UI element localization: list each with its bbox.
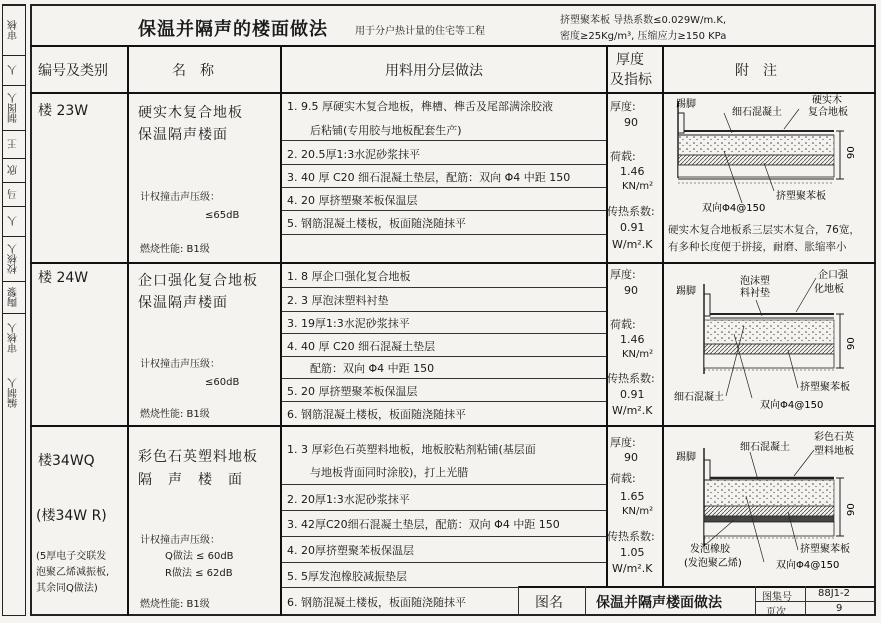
diagram-label: 企口强 <box>818 270 848 281</box>
diagram-dimension: 90 <box>846 337 857 350</box>
layer-item: 1. 9.5 厚硬实木复合地板，榫槽、榫舌及尾部满涂胶液 <box>287 100 553 113</box>
fire-rating: 燃烧性能: B1级 <box>140 599 210 610</box>
set-label: 图集号 <box>762 592 792 603</box>
diagram-label: 硬实木 <box>812 95 842 106</box>
spec-label: 厚度: <box>610 436 636 449</box>
layer-item: 5. 钢筋混凝土楼板，板面随浇随抹平 <box>287 217 466 230</box>
layer-item: 3. 42厚C20细石混凝土垫层，配筋：双向 Φ4 中距 150 <box>287 518 560 531</box>
page-label: 页次 <box>766 607 786 618</box>
row-code: 楼 24W <box>38 270 89 286</box>
approval-strip <box>2 4 26 616</box>
noise-value: ≤60dB <box>205 377 240 388</box>
layer-item: 4. 40 厚 C20 细石混凝土垫层 <box>287 340 436 353</box>
spec-value: 1.65 <box>620 490 645 503</box>
fire-rating: 燃烧性能: B1级 <box>140 244 210 255</box>
spec-value: 90 <box>624 451 638 464</box>
diagram-label: 双向Φ4@150 <box>776 560 840 571</box>
diagram-label: 细石混凝土 <box>674 392 724 403</box>
layer-item: 2. 20.5厚1:3水泥砂浆抹平 <box>287 148 421 161</box>
diagram-label: 细石混凝土 <box>740 442 790 453</box>
diagram-dimension: 90 <box>846 503 857 516</box>
row-note: 硬实木复合地板系三层实木复合，76宽， <box>668 224 860 236</box>
layer-item: 5. 5厚发泡橡胶减振垫层 <box>287 570 407 583</box>
layer-item: 1. 3 厚彩色石英塑料地板，地板胶粘剂粘铺(基层面 <box>287 443 536 456</box>
diagram-label: 料衬垫 <box>740 288 770 299</box>
approval-cell: 校核人 <box>3 236 25 281</box>
diagram-label: 化地板 <box>814 284 844 295</box>
spec-unit: W/m².K <box>612 404 653 417</box>
diagram-label: 复合地板 <box>808 107 848 118</box>
noise-value: R做法 ≤ 62dB <box>165 568 233 579</box>
approval-cell: 人 <box>3 206 25 236</box>
spec-label: 荷载: <box>610 318 636 331</box>
spec-value: 1.05 <box>620 546 645 559</box>
section-diagram <box>664 264 874 422</box>
spec-label: 传热系数: <box>607 205 655 218</box>
spec-value: 90 <box>624 284 638 297</box>
noise-label: 计权撞击声压级： <box>140 359 220 370</box>
row-code-note: 其余同Q做法) <box>36 583 98 594</box>
diagram-label: 双向Φ4@150 <box>760 400 824 411</box>
figure-label: 图名 <box>535 595 563 611</box>
section-diagram <box>664 428 874 584</box>
row-name: 企口强化复合地板 <box>138 273 258 289</box>
diagram-label: 发泡橡胶 <box>690 544 730 555</box>
spec-value: 1.46 <box>620 165 645 178</box>
row-name: 硬实木复合地板 <box>138 105 243 121</box>
layer-item: 2. 20厚1:3水泥砂浆抹平 <box>287 493 410 506</box>
spec-unit: KN/m² <box>622 349 654 360</box>
noise-label: 计权撞击声压级： <box>140 192 220 203</box>
noise-label: 计权撞击声压级： <box>140 535 220 546</box>
row-name: 保温隔声楼面 <box>138 127 228 143</box>
layer-item: 4. 20 厚挤塑聚苯板保温层 <box>287 194 418 207</box>
spec-label: 传热系数: <box>607 372 655 385</box>
row-code: 楼 23W <box>38 103 89 119</box>
spec-label: 荷载: <box>610 150 636 163</box>
diagram-label: 泡沫塑 <box>740 276 770 287</box>
approval-cell: 制图人 <box>3 85 25 130</box>
diagram-label: 踢脚 <box>676 286 696 297</box>
set-value: 88J1-2 <box>818 588 851 599</box>
section-diagram <box>664 93 874 223</box>
diagram-dimension: 90 <box>846 146 857 159</box>
diagram-label: 双向Φ4@150 <box>702 203 766 214</box>
row-code-alt: (楼34W R) <box>36 508 107 524</box>
approval-cell: 马 <box>3 182 25 206</box>
spec-unit: KN/m² <box>622 181 654 192</box>
spec-value: 1.46 <box>620 333 645 346</box>
material-spec: 密度≥25Kg/m³, 压缩应力≥150 KPa <box>560 31 727 42</box>
row-code-note: 泡聚乙烯减振板, <box>36 567 110 578</box>
approval-cell: 编制人 <box>8 378 20 408</box>
material-spec: 挤塑聚苯板 导热系数≤0.029W/m.K, <box>560 15 727 26</box>
approval-cell: 审核 <box>3 5 25 55</box>
layer-item: 6. 钢筋混凝土楼板，板面随浇随抹平 <box>287 596 466 609</box>
row-code: 楼34WQ <box>38 453 95 469</box>
diagram-label: 踢脚 <box>676 99 696 110</box>
spec-label: 厚度: <box>610 268 636 281</box>
col-header-notes: 附 注 <box>735 63 777 79</box>
layer-item: 3. 19厚1:3水泥砂浆抹平 <box>287 317 410 330</box>
layer-item: 2. 3 厚泡沫塑料衬垫 <box>287 294 389 307</box>
approval-cell: 审核人 <box>3 313 25 363</box>
row-note: 有多种长度便于拼接，耐磨、胀缩率小 <box>668 241 847 253</box>
spec-label: 荷载: <box>610 472 636 485</box>
noise-value: ≤65dB <box>205 210 240 221</box>
row-code-note: (5厚电子交联发 <box>36 551 107 562</box>
page-title: 保温并隔声的楼面做法 <box>138 19 328 40</box>
diagram-label: 彩色石英 <box>814 432 854 443</box>
diagram-label: 挤塑聚苯板 <box>800 382 850 393</box>
col-header-thickness: 及指标 <box>610 72 652 88</box>
approval-cell: 陶黎 <box>3 281 25 313</box>
page-value: 9 <box>836 603 843 614</box>
diagram-label: 挤塑聚苯板 <box>776 191 826 202</box>
spec-unit: KN/m² <box>622 506 654 517</box>
noise-value: Q做法 ≤ 60dB <box>165 551 234 562</box>
col-header-name: 名 称 <box>172 63 214 79</box>
spec-label: 厚度: <box>610 100 636 113</box>
spec-unit: W/m².K <box>612 238 653 251</box>
layer-item: 3. 40 厚 C20 细石混凝土垫层，配筋：双向 Φ4 中距 150 <box>287 171 571 184</box>
row-name: 保温隔声楼面 <box>138 295 228 311</box>
diagram-label: 挤塑聚苯板 <box>800 544 850 555</box>
spec-value: 0.91 <box>620 221 645 234</box>
layer-item: 1. 8 厚企口强化复合地板 <box>287 270 411 283</box>
layer-item: 5. 20 厚挤塑聚苯板保温层 <box>287 385 418 398</box>
row-name: 彩色石英塑料地板 <box>138 449 258 465</box>
spec-value: 0.91 <box>620 388 645 401</box>
approval-cell: 人 <box>3 55 25 85</box>
diagram-label: 细石混凝土 <box>732 107 782 118</box>
spec-unit: W/m².K <box>612 562 653 575</box>
page-subtitle: 用于分户热计量的住宅等工程 <box>355 26 485 37</box>
approval-cell: 王 <box>3 130 25 158</box>
col-header-layers: 用料用分层做法 <box>385 63 483 79</box>
layer-item: 与地板背面同时涂胶)，打上光腊 <box>310 466 469 479</box>
approval-cell: 欣 <box>3 158 25 182</box>
spec-value: 90 <box>624 116 638 129</box>
spec-label: 传热系数: <box>607 530 655 543</box>
layer-item: 后粘铺(专用胶与地板配套生产) <box>310 124 462 137</box>
layer-item: 配筋：双向 Φ4 中距 150 <box>310 362 435 375</box>
col-header-thickness: 厚度 <box>616 52 644 68</box>
row-name: 隔 声 楼 面 <box>138 472 243 488</box>
diagram-label: 塑料地板 <box>814 446 854 457</box>
figure-name: 保温并隔声楼面做法 <box>596 595 722 611</box>
col-header-code: 编号及类别 <box>38 63 108 79</box>
diagram-label: (发泡聚乙烯) <box>684 558 742 569</box>
layer-item: 4. 20厚挤塑聚苯板保温层 <box>287 544 414 557</box>
fire-rating: 燃烧性能: B1级 <box>140 409 210 420</box>
diagram-label: 踢脚 <box>676 452 696 463</box>
layer-item: 6. 钢筋混凝土楼板，板面随浇随抹平 <box>287 408 466 421</box>
